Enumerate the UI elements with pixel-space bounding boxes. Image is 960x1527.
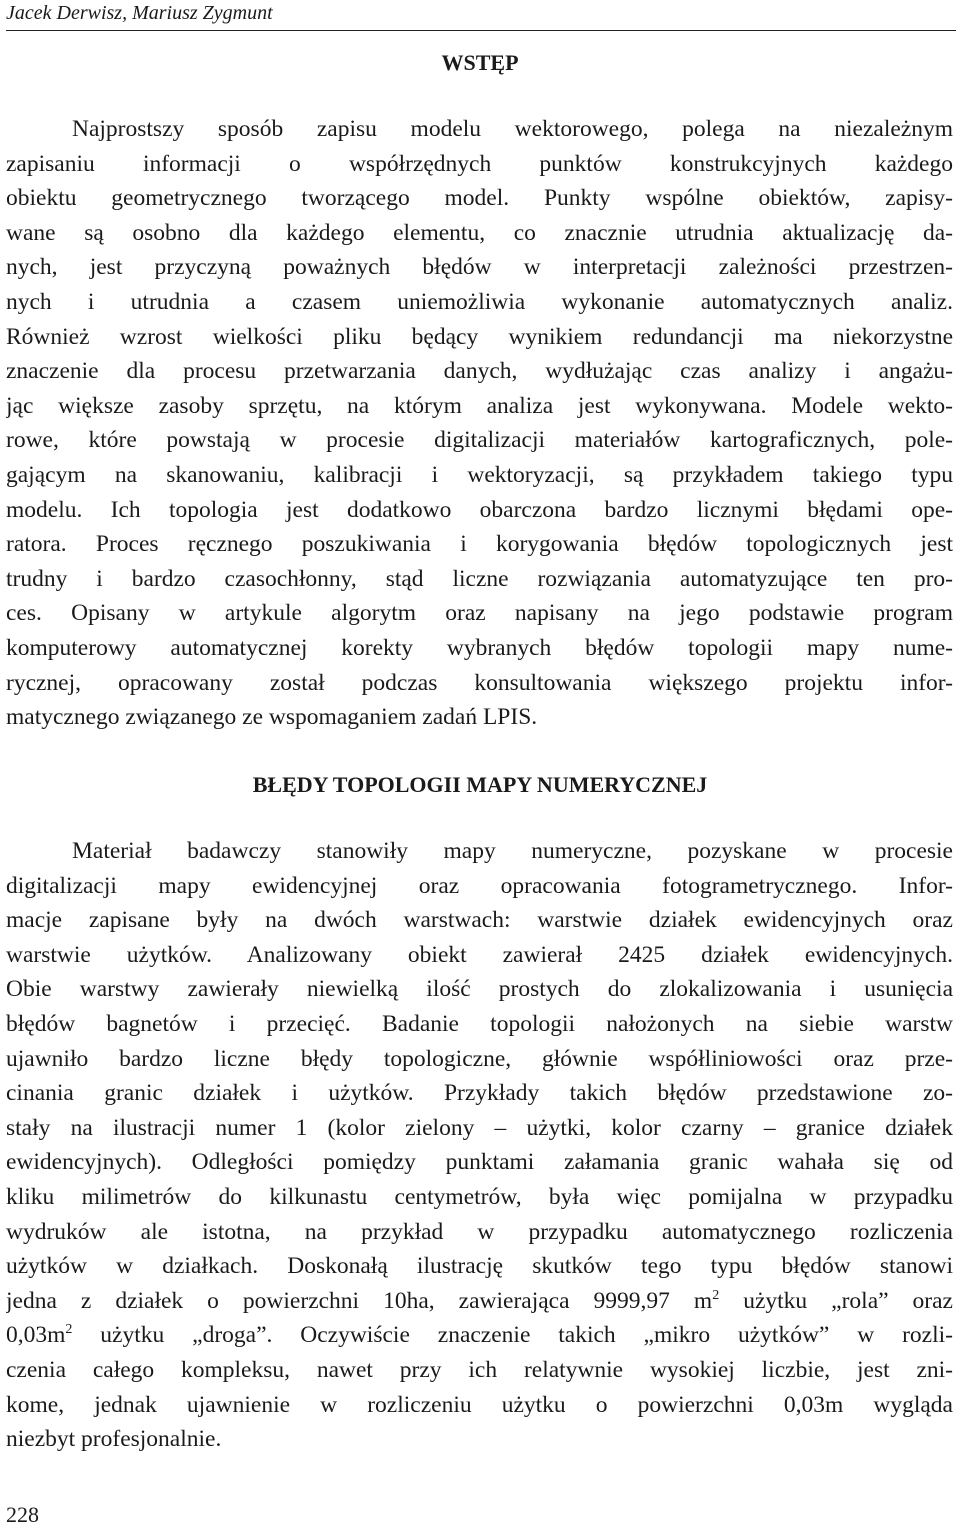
text-line: komputerowy automatycznej korekty wybranych błędów topologii mapy nume- [6,634,953,661]
text-line: ewidencyjnych). Odległości pomiędzy punktami załamania granic wahała się od [6,1149,953,1176]
text-line: macje zapisane były na dwóch warstwach: warstwie działek ewidencyjnych oraz [6,907,953,934]
section-heading-topology-errors: BŁĘDY TOPOLOGII MAPY NUMERYCZNEJ [252,772,708,797]
text-line: cinania granic działek i użytków. Przykłady takich błędów przedstawione zo- [6,1080,953,1107]
running-header-authors: Jacek Derwisz, Mariusz Zygmunt [6,2,273,24]
text-line: kliku milimetrów do kilkunastu centymetrów, była więc pomijalna w przypadku [6,1183,953,1210]
text-line: nych i utrudnia a czasem uniemożliwia wykonanie automatycznych analiz. [6,288,953,315]
text-line: ratora. Proces ręcznego poszukiwania i korygowania błędów topologicznych jest [6,531,953,558]
intro-paragraph [6,112,953,735]
text-line-with-superscript [6,1284,953,1319]
superscript: 2 [65,1322,73,1338]
text-line: zapisaniu informacji o współrzędnych punktów konstrukcyjnych każdego [6,150,953,177]
text-line: trudny i bardzo czasochłonny, stąd liczne rozwiązania automatyzujące ten pro- [6,565,953,592]
text-line-with-superscript [6,1318,953,1353]
text-line: obiektu geometrycznego tworzącego model. Punkty wspólne obiektów, zapisy- [6,185,953,212]
text-line: Najprostszy sposób zapisu modelu wektorowego, polega na niezależnym [72,116,953,142]
text-line: nych, jest przyczyną poważnych błędów w interpretacji zależności przestrzen- [6,254,953,281]
text-segment: użytku „rola” oraz [719,1287,953,1314]
text-line: modelu. Ich topologia jest dodatkowo obarczona bardzo licznymi błędami ope- [6,496,953,523]
text-segment: jedna z działek o powierzchni 10ha, zawierająca 9999,97 m [6,1287,713,1314]
text-line: kome, jednak ujawnienie w rozliczeniu użytku o powierzchni 0,03m wygląda [6,1391,953,1418]
text-line: użytków w działkach. Doskonałą ilustrację skutków tego typu błędów stanowi [6,1253,953,1280]
text-line: niezbyt profesjonalnie. [6,1426,222,1453]
text-line: digitalizacji mapy ewidencyjnej oraz opracowania fotogrametrycznego. Infor- [6,872,953,899]
page-number: 228 [6,1502,39,1527]
text-line: Również wzrost wielkości pliku będący wynikiem redundancji ma niekorzystne [6,323,953,350]
text-line: jąc większe zasoby sprzętu, na którym analiza jest wykonywana. Modele wekto- [6,392,953,419]
running-header [6,0,956,31]
text-segment: użytku „droga”. Oczywiście znaczenie takich „mikro użytków” w rozli- [72,1322,953,1349]
text-line: znaczenie dla procesu przetwarzania danych, wydłużając czas analizy i angażu- [6,358,953,385]
text-line: warstwie użytków. Analizowany obiekt zawierał 2425 działek ewidencyjnych. [6,941,953,968]
superscript: 2 [712,1287,720,1303]
text-line: czenia całego kompleksu, nawet przy ich relatywnie wysokiej liczbie, jest zni- [6,1356,953,1383]
text-line: ujawniło bardzo liczne błędy topologiczne, głównie współliniowości oraz prze- [6,1045,953,1072]
text-line: matycznego związanego ze wspomaganiem zadań LPIS. [6,704,538,731]
text-line: wane są osobno dla każdego elementu, co znacznie utrudnia aktualizację da- [6,219,953,246]
section-heading-intro: WSTĘP [441,50,519,75]
text-line: Obie warstwy zawierały niewielką ilość prostych do zlokalizowania i usunięcia [6,976,953,1003]
text-line: Materiał badawczy stanowiły mapy numeryczne, pozyskane w procesie [72,838,953,864]
text-line: rowe, które powstają w procesie digitalizacji materiałów kartograficznych, pole- [6,427,953,454]
text-line: ces. Opisany w artykule algorytm oraz napisany na jego podstawie program [6,600,953,627]
text-line: stały na ilustracji numer 1 (kolor zielony – użytki, kolor czarny – granice działek [6,1114,953,1141]
topology-errors-paragraph [6,834,953,1457]
text-line: wydruków ale istotna, na przykład w przypadku automatycznego rozliczenia [6,1218,953,1245]
text-segment: 0,03m [6,1322,66,1349]
text-line: błędów bagnetów i przecięć. Badanie topologii nałożonych na siebie warstw [6,1010,953,1037]
text-line: rycznej, opracowany został podczas konsultowania większego projektu infor- [6,669,953,696]
text-line: gającym na skanowaniu, kalibracji i wektoryzacji, są przykładem takiego typu [6,461,953,488]
